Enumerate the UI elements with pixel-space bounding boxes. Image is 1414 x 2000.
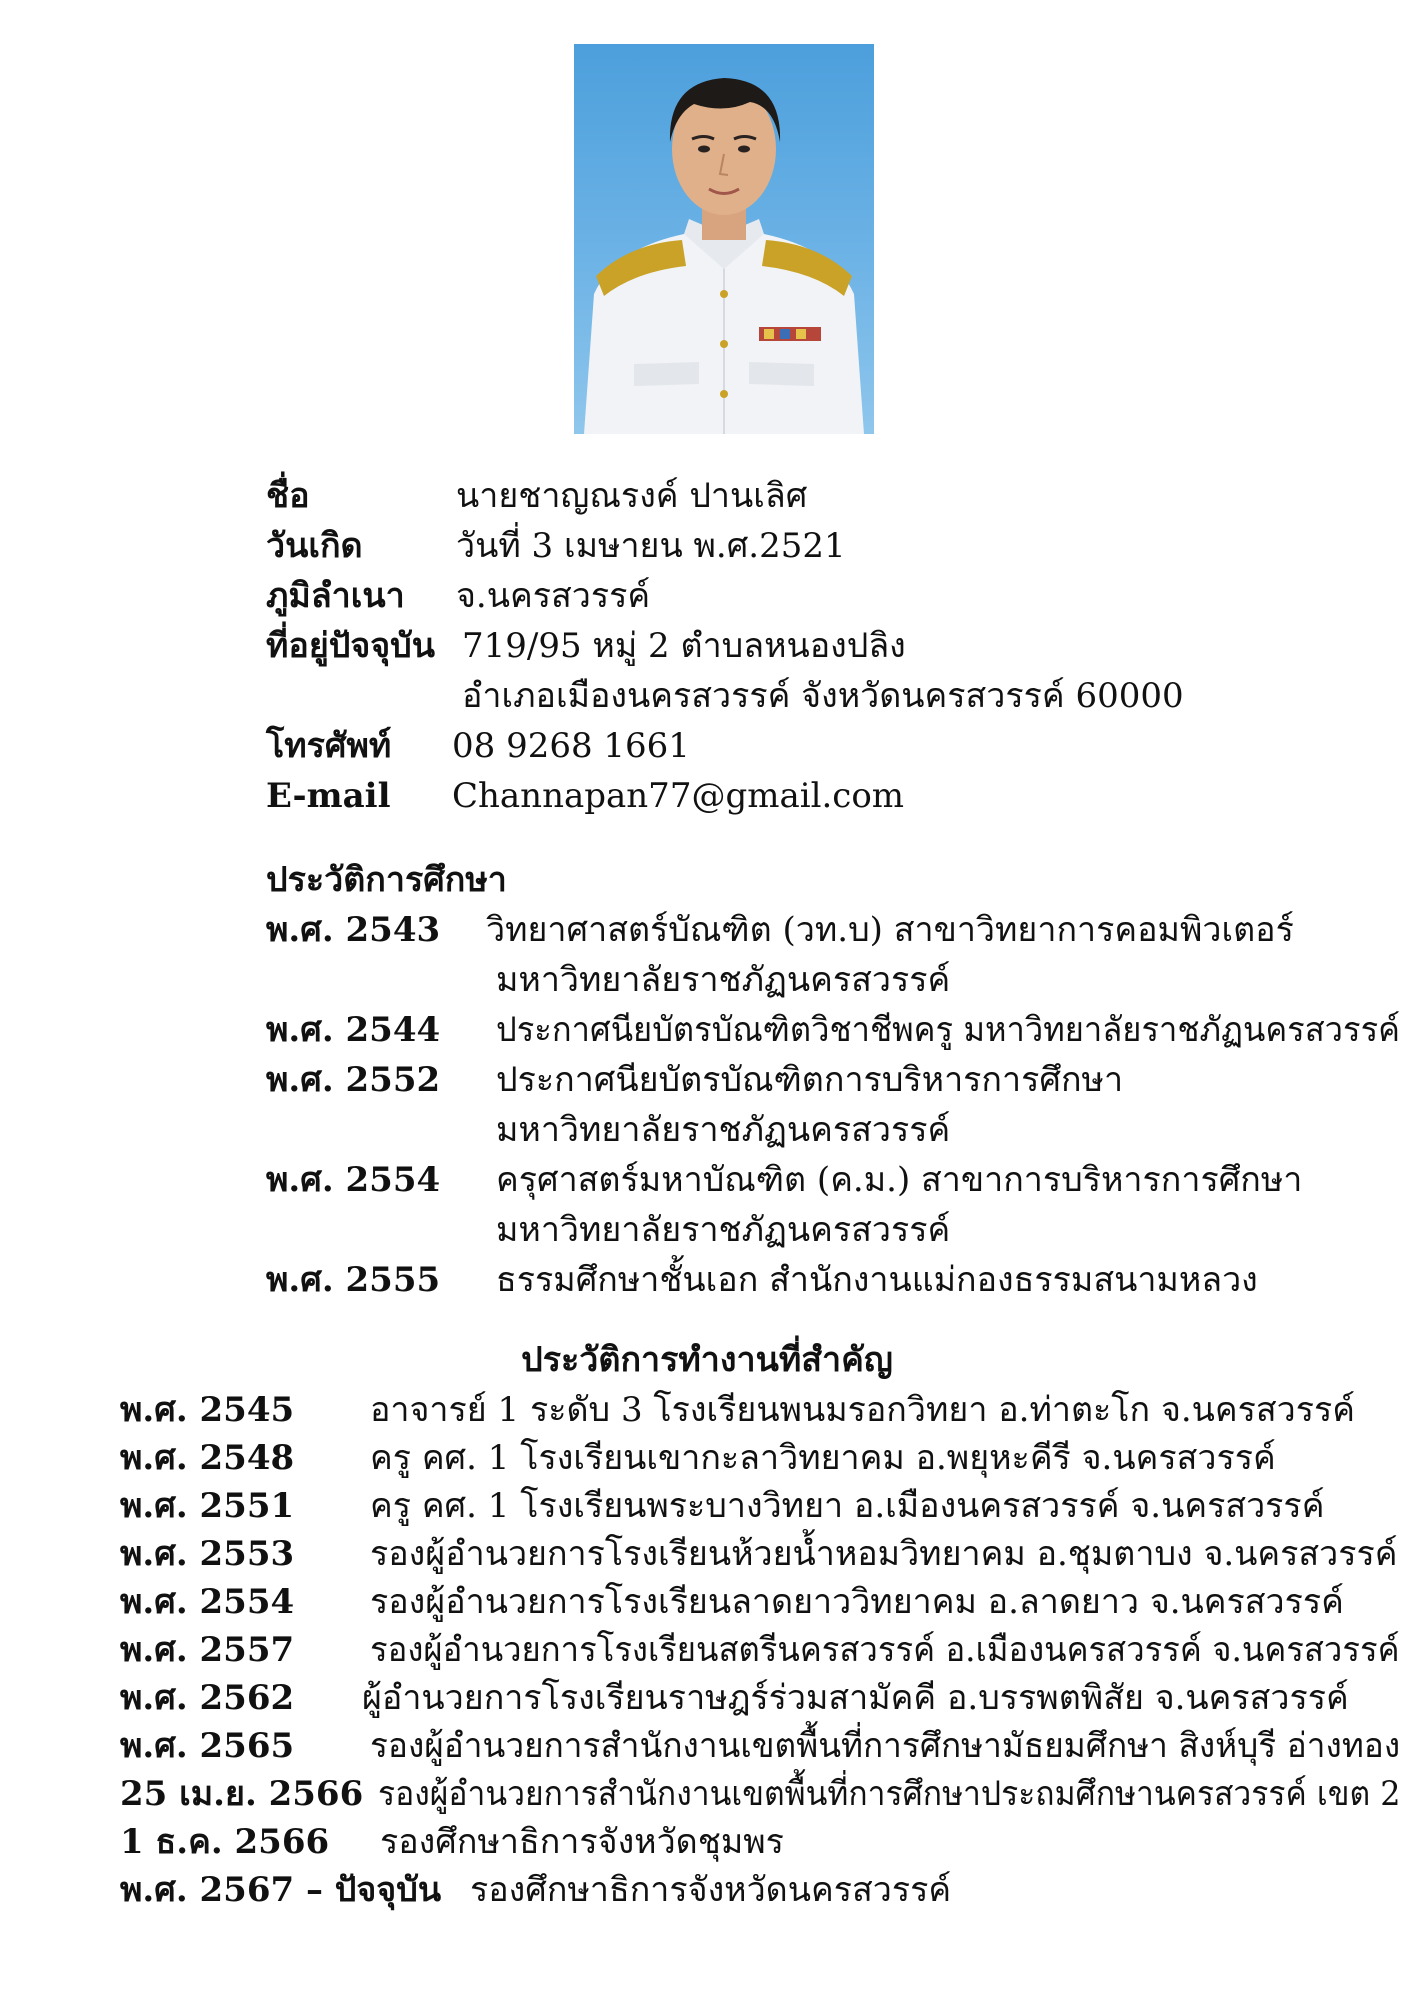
name-value: นายชาญณรงค์ ปานเลิศ [456, 476, 808, 516]
phone-label: โทรศัพท์ [266, 726, 392, 766]
work-year: พ.ศ. 2567 – ปัจจุบัน [120, 1870, 442, 1910]
address-label: ที่อยู่ปัจจุบัน [266, 626, 436, 666]
work-year: พ.ศ. 2557 [120, 1630, 295, 1670]
work-position: รองศึกษาธิการจังหวัดนครสวรรค์ [470, 1870, 952, 1910]
work-title: ประวัติการทำงานที่สำคัญ [521, 1340, 893, 1380]
education-institution: มหาวิทยาลัยราชภัฏนครสวรรค์ [496, 1210, 951, 1250]
education-year: พ.ศ. 2552 [266, 1060, 441, 1100]
education-year: พ.ศ. 2544 [266, 1010, 441, 1050]
education-institution: มหาวิทยาลัยราชภัฏนครสวรรค์ [496, 1110, 951, 1150]
work-position: รองผู้อำนวยการโรงเรียนสตรีนครสวรรค์ อ.เมืองนครสวรรค์ จ.นครสวรรค์ [370, 1630, 1400, 1670]
address-line1: 719/95 หมู่ 2 ตำบลหนองปลิง [462, 626, 906, 666]
education-degree: วิทยาศาสตร์บัณฑิต (วท.บ) สาขาวิทยาการคอมพิวเตอร์ [486, 910, 1294, 950]
name-label: ชื่อ [266, 476, 310, 516]
education-degree: ประกาศนียบัตรบัณฑิตการบริหารการศึกษา [496, 1060, 1124, 1100]
work-year: พ.ศ. 2551 [120, 1486, 295, 1526]
work-position: รองผู้อำนวยการสำนักงานเขตพื้นที่การศึกษาประถมศึกษานครสวรรค์ เขต 2 [378, 1774, 1401, 1814]
birth-value: วันที่ 3 เมษายน พ.ศ.2521 [456, 526, 846, 566]
work-year: พ.ศ. 2565 [120, 1726, 295, 1766]
work-year: พ.ศ. 2553 [120, 1534, 295, 1574]
education-degree: ครุศาสตร์มหาบัณฑิต (ค.ม.) สาขาการบริหารการศึกษา [496, 1160, 1303, 1200]
work-year: 1 ธ.ค. 2566 [120, 1822, 330, 1862]
work-year: พ.ศ. 2548 [120, 1438, 295, 1478]
work-position: รองผู้อำนวยการโรงเรียนลาดยาววิทยาคม อ.ลาดยาว จ.นครสวรรค์ [370, 1582, 1344, 1622]
work-position: รองผู้อำนวยการโรงเรียนห้วยน้ำหอมวิทยาคม อ.ชุมตาบง จ.นครสวรรค์ [370, 1534, 1398, 1574]
education-degree: ประกาศนียบัตรบัณฑิตวิชาชีพครู มหาวิทยาลัยราชภัฏนครสวรรค์ [496, 1010, 1400, 1050]
work-position: ครู คศ. 1 โรงเรียนพระบางวิทยา อ.เมืองนครสวรรค์ จ.นครสวรรค์ [370, 1486, 1325, 1526]
education-year: พ.ศ. 2554 [266, 1160, 441, 1200]
work-year: พ.ศ. 2562 [120, 1678, 295, 1718]
work-position: รองศึกษาธิการจังหวัดชุมพร [380, 1822, 784, 1862]
work-position: ครู คศ. 1 โรงเรียนเขากะลาวิทยาคม อ.พยุหะคีรี จ.นครสวรรค์ [370, 1438, 1276, 1478]
education-institution: มหาวิทยาลัยราชภัฏนครสวรรค์ [496, 960, 951, 1000]
work-year: 25 เม.ย. 2566 [120, 1774, 364, 1814]
education-year: พ.ศ. 2555 [266, 1260, 441, 1300]
hometown-value: จ.นครสวรรค์ [456, 576, 651, 616]
education-degree: ธรรมศึกษาชั้นเอก สำนักงานแม่กองธรรมสนามหลวง [496, 1260, 1258, 1300]
phone-value: 08 9268 1661 [452, 726, 690, 766]
work-position: ผู้อำนวยการโรงเรียนราษฎร์ร่วมสามัคคี อ.บรรพตพิสัย จ.นครสวรรค์ [362, 1678, 1349, 1718]
birth-label: วันเกิด [266, 526, 363, 566]
hometown-label: ภูมิลำเนา [266, 576, 405, 616]
email-label: E-mail [266, 776, 391, 816]
education-year: พ.ศ. 2543 [266, 910, 441, 950]
address-line2: อำเภอเมืองนครสวรรค์ จังหวัดนครสวรรค์ 60000 [462, 676, 1184, 716]
portrait-photo [574, 44, 874, 434]
work-position: รองผู้อำนวยการสำนักงานเขตพื้นที่การศึกษามัธยมศึกษา สิงห์บุรี อ่างทอง [370, 1726, 1401, 1766]
education-title: ประวัติการศึกษา [266, 860, 507, 900]
work-year: พ.ศ. 2554 [120, 1582, 295, 1622]
email-value: Channapan77@gmail.com [452, 776, 905, 816]
work-year: พ.ศ. 2545 [120, 1390, 295, 1430]
work-position: อาจารย์ 1 ระดับ 3 โรงเรียนพนมรอกวิทยา อ.ท่าตะโก จ.นครสวรรค์ [370, 1390, 1356, 1430]
